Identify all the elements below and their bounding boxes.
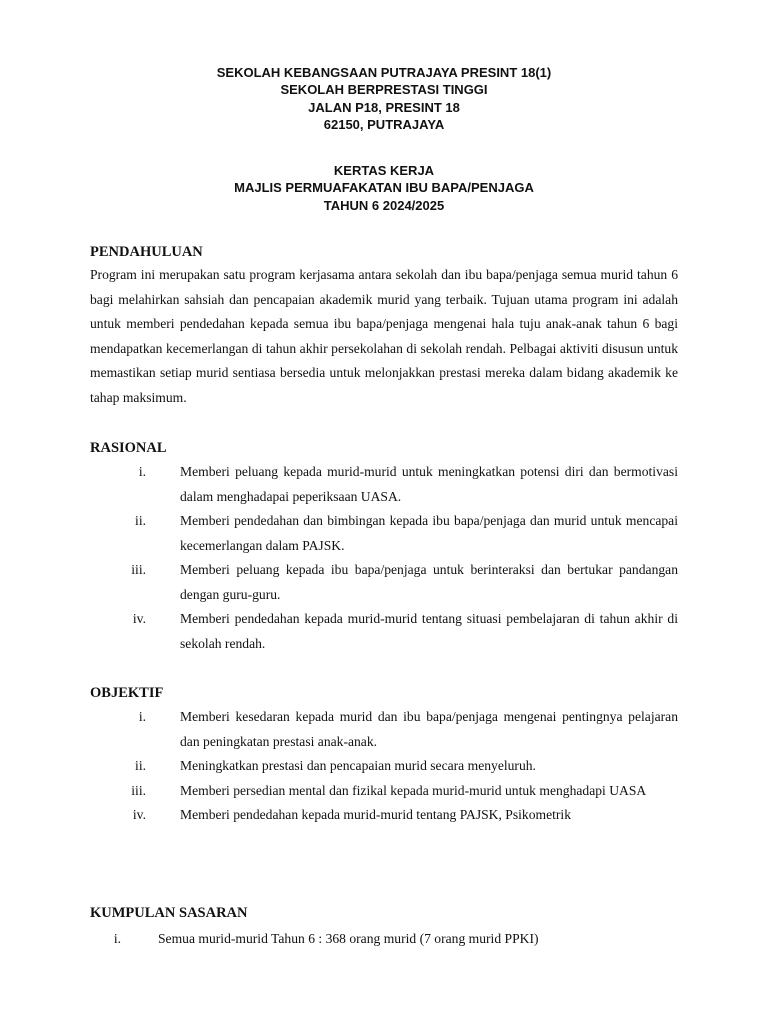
list-item-text: Memberi persedian mental dan fizikal kepada murid-murid untuk menghadapi UASA [180, 782, 647, 798]
list-item-number: iv. [132, 611, 146, 626]
school-status: SEKOLAH BERPRESTASI TINGGI [280, 82, 488, 98]
list-item-text: Meningkatkan prestasi dan pencapaian murid secara menyeluruh. [180, 758, 536, 773]
list-item-text: Memberi kesedaran kepada murid dan ibu bapa/penjaga mengenai pentingnya pelajaran dan peningkatan prestasi anak-anak. [180, 709, 678, 749]
list-item [0, 509, 768, 558]
list-item-number: i. [138, 464, 146, 479]
objektif-heading: OBJEKTIF [90, 685, 164, 701]
kumpulan-sasaran-heading: KUMPULAN SASARAN [90, 905, 248, 921]
school-header [0, 64, 768, 133]
list-item-number: ii. [135, 758, 146, 773]
list-item [0, 558, 768, 607]
list-item-text: Memberi pendedahan dan bimbingan kepada ibu bapa/penjaga dan murid untuk mencapai kecemerlangan dalam PAJSK. [180, 513, 678, 553]
rasional-list [0, 460, 768, 656]
list-item-text: Semua murid-murid Tahun 6 : 368 orang murid (7 orang murid PPKI) [158, 931, 539, 946]
list-item [0, 754, 768, 779]
list-item-number: ii. [135, 513, 146, 528]
list-item-text: Memberi pendedahan kepada murid-murid tentang situasi pembelajaran di tahun akhir di sekolah rendah. [180, 611, 678, 651]
school-street: JALAN P18, PRESINT 18 [308, 99, 460, 115]
list-item [0, 705, 768, 754]
title-line-2: MAJLIS PERMUAFAKATAN IBU BAPA/PENJAGA [234, 180, 534, 196]
pendahuluan-heading: PENDAHULUAN [90, 244, 203, 260]
list-item-number: iii. [131, 782, 146, 798]
list-item-text: Memberi pendedahan kepada murid-murid tentang PAJSK, Psikometrik [180, 807, 572, 822]
school-postcode: 62150, PUTRAJAYA [323, 116, 445, 132]
list-item [0, 927, 768, 952]
list-item-number: i. [113, 931, 121, 946]
list-item [0, 460, 768, 509]
title-line-3: TAHUN 6 2024/2025 [323, 197, 445, 213]
school-name: SEKOLAH KEBANGSAAN PUTRAJAYA PRESINT 18(1) [216, 65, 552, 80]
pendahuluan-paragraph: Program ini merupakan satu program kerjasama antara sekolah dan ibu bapa/penjaga semua murid tahun 6 bagi melahirkan sahsiah dan pencapaian akademik murid yang terbaik. Tujuan utama program ini adalah untuk memberi pendedahan kepada semua ibu bapa/penjaga mengenai hala tuju anak-anak tahun 6 bagi mendapatkan kecemerlangan di tahun akhir persekolahan di sekolah rendah. Pelbagai aktiviti disusun untuk memastikan setiap murid sentiasa bersedia untuk melonjakkan prestasi mereka dalam bidang akademik ke tahap maksimum. [90, 267, 678, 405]
list-item-text: Memberi peluang kepada murid-murid untuk meningkatkan potensi diri dan bermotivasi dalam menghadapai peperiksaan UASA. [180, 464, 678, 504]
objektif-list [0, 705, 768, 828]
list-item-number: iv. [132, 807, 146, 822]
list-item [0, 779, 768, 804]
document-title [0, 162, 768, 214]
list-item-number: iii. [131, 562, 146, 577]
rasional-heading: RASIONAL [90, 440, 167, 456]
title-line-1: KERTAS KERJA [333, 163, 435, 178]
list-item-text: Memberi peluang kepada ibu bapa/penjaga untuk berinteraksi dan bertukar pandangan dengan guru-guru. [180, 562, 678, 602]
list-item [0, 607, 768, 656]
list-item [0, 803, 768, 828]
list-item-number: i. [138, 709, 146, 724]
kumpulan-sasaran-list [0, 927, 768, 952]
